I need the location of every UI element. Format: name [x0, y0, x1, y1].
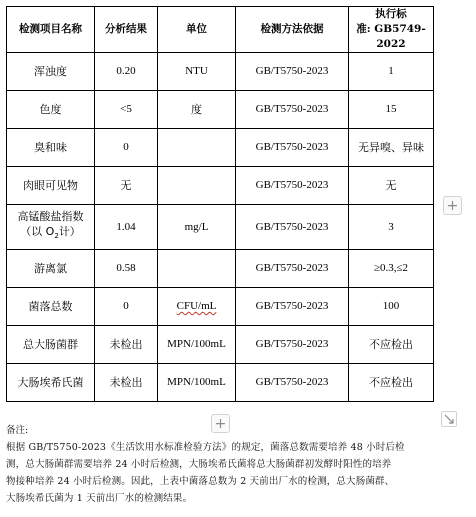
cell-result[interactable]: <5 [95, 91, 158, 129]
table-header-row [7, 7, 434, 53]
cell-result[interactable]: 0 [95, 129, 158, 167]
cell-item[interactable]: 菌落总数 [7, 288, 95, 326]
cell-standard[interactable]: 不应检出 [349, 364, 434, 402]
cell-result[interactable]: 0 [95, 288, 158, 326]
cell-item[interactable]: 色度 [7, 91, 95, 129]
cell-method[interactable]: GB/T5750-2023 [236, 167, 349, 205]
cell-standard[interactable]: 3 [349, 205, 434, 250]
cell-standard[interactable]: 不应检出 [349, 326, 434, 364]
cell-method[interactable]: GB/T5750-2023 [236, 53, 349, 91]
table-row [7, 205, 434, 250]
cell-item[interactable]: 臭和味 [7, 129, 95, 167]
cell-item-line2-end: 计） [58, 225, 81, 239]
header-standard-line1: 执行标 [375, 8, 407, 20]
notes-section [6, 422, 464, 507]
cell-item[interactable]: 浑浊度 [7, 53, 95, 91]
cell-standard[interactable]: ≥0.3,≤2 [349, 250, 434, 288]
cell-item-subscript: 2 [54, 232, 59, 241]
cell-standard[interactable]: 1 [349, 53, 434, 91]
cell-unit[interactable] [158, 250, 236, 288]
cell-unit[interactable] [158, 167, 236, 205]
cell-item-line2-start: （以 O [20, 225, 55, 239]
cell-item-line1: 高锰酸盐指数 [17, 210, 84, 224]
cell-result[interactable]: 未检出 [95, 364, 158, 402]
cell-unit[interactable]: MPN/100mL [158, 364, 236, 402]
header-unit: 单位 [158, 7, 236, 53]
table-row [7, 364, 434, 402]
cell-unit[interactable]: mg/L [158, 205, 236, 250]
cell-method[interactable]: GB/T5750-2023 [236, 129, 349, 167]
add-column-button[interactable] [443, 196, 462, 215]
cell-item[interactable] [7, 205, 95, 250]
table-row [7, 129, 434, 167]
cell-standard[interactable]: 100 [349, 288, 434, 326]
cell-item-line2 [7, 224, 94, 244]
notes-line: 根据 GB/T5750-2023《生活饮用水标准检验方法》的规定，菌落总数需要培养 48 小时后检 [6, 442, 405, 453]
cell-method[interactable]: GB/T5750-2023 [236, 91, 349, 129]
plus-icon: + [214, 416, 227, 432]
cell-result[interactable]: 0.20 [95, 53, 158, 91]
cell-item[interactable]: 游离氯 [7, 250, 95, 288]
header-method: 检测方法依据 [236, 7, 349, 53]
table-row [7, 91, 434, 129]
notes-label: 备注: [6, 425, 29, 436]
table-row [7, 167, 434, 205]
cell-standard[interactable]: 无异嗅、异味 [349, 129, 434, 167]
notes-line: 大肠埃希氏菌为 1 天前出厂水的检测结果。 [6, 493, 193, 504]
header-standard [349, 7, 434, 53]
cell-standard[interactable]: 15 [349, 91, 434, 129]
cell-result[interactable]: 0.58 [95, 250, 158, 288]
table-row [7, 288, 434, 326]
table-row [7, 53, 434, 91]
cell-result[interactable]: 无 [95, 167, 158, 205]
cell-item[interactable]: 总大肠菌群 [7, 326, 95, 364]
cell-result[interactable]: 1.04 [95, 205, 158, 250]
water-quality-table [6, 6, 434, 402]
cell-unit[interactable] [158, 129, 236, 167]
notes-line: 测，总大肠菌群需要培养 24 小时后检测，大肠埃希氏菌将总大肠菌群初发酵时阳性的培养 [6, 459, 392, 470]
cell-unit[interactable]: 度 [158, 91, 236, 129]
cell-standard[interactable]: 无 [349, 167, 434, 205]
table-row [7, 250, 434, 288]
cell-item[interactable]: 肉眼可见物 [7, 167, 95, 205]
cell-item[interactable]: 大肠埃希氏菌 [7, 364, 95, 402]
cell-method[interactable]: GB/T5750-2023 [236, 364, 349, 402]
plus-icon: + [446, 198, 459, 214]
cell-unit[interactable]: MPN/100mL [158, 326, 236, 364]
cell-method[interactable]: GB/T5750-2023 [236, 326, 349, 364]
notes-line: 物接种培养 24 小时后检测。因此，上表中菌落总数为 2 天前出厂水的检测，总大肠菌群、 [6, 476, 395, 487]
cell-result[interactable]: 未检出 [95, 326, 158, 364]
cell-method[interactable]: GB/T5750-2023 [236, 288, 349, 326]
header-standard-line2: 准: GB5749-2022 [356, 23, 426, 50]
cell-method[interactable]: GB/T5750-2023 [236, 250, 349, 288]
header-result: 分析结果 [95, 7, 158, 53]
cell-method[interactable]: GB/T5750-2023 [236, 205, 349, 250]
table-row [7, 326, 434, 364]
cell-unit-text: CFU/mL [176, 300, 217, 312]
header-item: 检测项目名称 [7, 7, 95, 53]
cell-unit[interactable]: NTU [158, 53, 236, 91]
cell-unit[interactable] [158, 288, 236, 326]
